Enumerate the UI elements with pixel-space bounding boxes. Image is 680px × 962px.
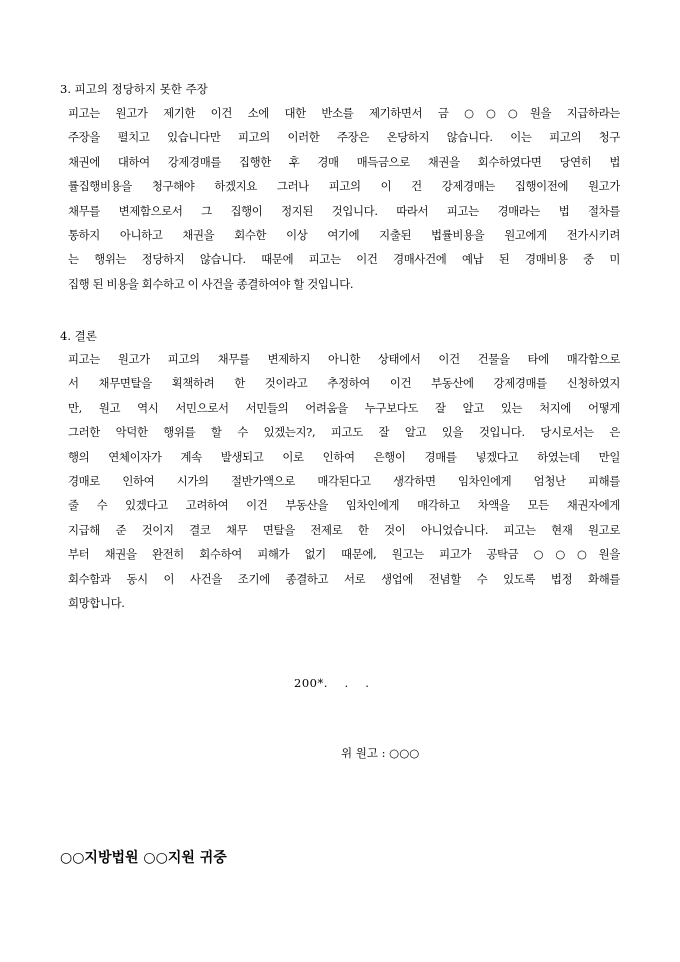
body-line: 통하지 아니하고 채권을 회수한 이상 여기에 지출된 법률비용을 원고에게 전가시키려 — [68, 227, 620, 242]
body-line: 집행 된 비용을 회수하고 이 사건을 종결하여야 할 것입니다. — [68, 276, 354, 291]
body-line: 희망합니다. — [68, 595, 125, 610]
date-line: 200*. . . — [294, 676, 370, 690]
body-line: 회수함과 동시 이 사건을 조기에 종결하고 서로 생업에 전념할 수 있도록 법정 화해를 — [68, 571, 620, 586]
body-line: 만, 원고 역시 서민으로서 서민들의 어려움을 누구보다도 잘 알고 있는 처지에 어떻게 — [68, 400, 620, 415]
body-line: 채무를 변제함으로서 그 집행이 정지된 것입니다. 따라서 피고는 경매라는 법 절차를 — [68, 203, 620, 218]
body-line: 피고는 원고가 제기한 이건 소에 대한 반소를 제기하면서 금 ○○○원을 지급하라는 — [68, 106, 620, 120]
section-4-heading: 4. 결론 — [60, 329, 97, 343]
body-line: 부터 채권을 완전히 회수하여 피해가 없기 때문에, 원고는 피고가 공탁금 ○○○원을 — [68, 547, 620, 562]
body-line: 률집행비용을 청구해야 하겠지요 그러나 피고의 이 건 강제경매는 집행이전에 원고가 — [68, 179, 620, 194]
section-3-body — [68, 101, 620, 296]
body-line: 줄 수 있겠다고 고려하여 이건 부동산을 임차인에게 매각하고 차액을 모든 채권자에게 — [68, 498, 620, 513]
court-addressee: ○○지방법원 ○○지원 귀중 — [60, 850, 227, 866]
body-line: 서 채무면탈을 획책하려 한 것이라고 추정하여 이건 부동산에 강제경매를 신청하였지 — [68, 376, 620, 391]
section-3-heading: 3. 피고의 정당하지 못한 주장 — [60, 82, 208, 96]
body-line: 그러한 악덕한 행위를 할 수 있겠는지?, 피고도 잘 알고 있을 것입니다. 당시로서는 은 — [68, 425, 620, 440]
body-line: 경매로 인하여 시가의 절반가액으로 매각된다고 생각하면 임차인에게 엄청난 피해를 — [68, 473, 620, 488]
body-line: 피고는 원고가 피고의 채무를 변제하지 아니한 상태에서 이건 건물을 타에 매각함으로 — [68, 352, 620, 366]
body-line: 는 행위는 정당하지 않습니다. 때문에 피고는 이건 경매사건에 예납 된 경매비용 중 미 — [68, 252, 620, 267]
body-line: 지급해 준 것이지 결코 채무 면탈을 전제로 한 것이 아니었습니다. 피고는 현재 원고로 — [68, 522, 620, 537]
body-line: 채권에 대하여 강제경매를 집행한 후 경매 매득금으로 채권을 회수하였다면 당연히 법 — [68, 154, 620, 169]
body-line: 주장을 펼치고 있습니다만 피고의 이러한 주장은 온당하지 않습니다. 이는 피고의 청구 — [68, 130, 620, 145]
body-line: 행의 연체이자가 계속 발생되고 이로 인하여 은행이 경매를 넣겠다고 하였는데 만일 — [68, 449, 620, 464]
section-4-body — [68, 347, 620, 615]
signer-line: 위 원고 : ○○○ — [341, 746, 420, 760]
